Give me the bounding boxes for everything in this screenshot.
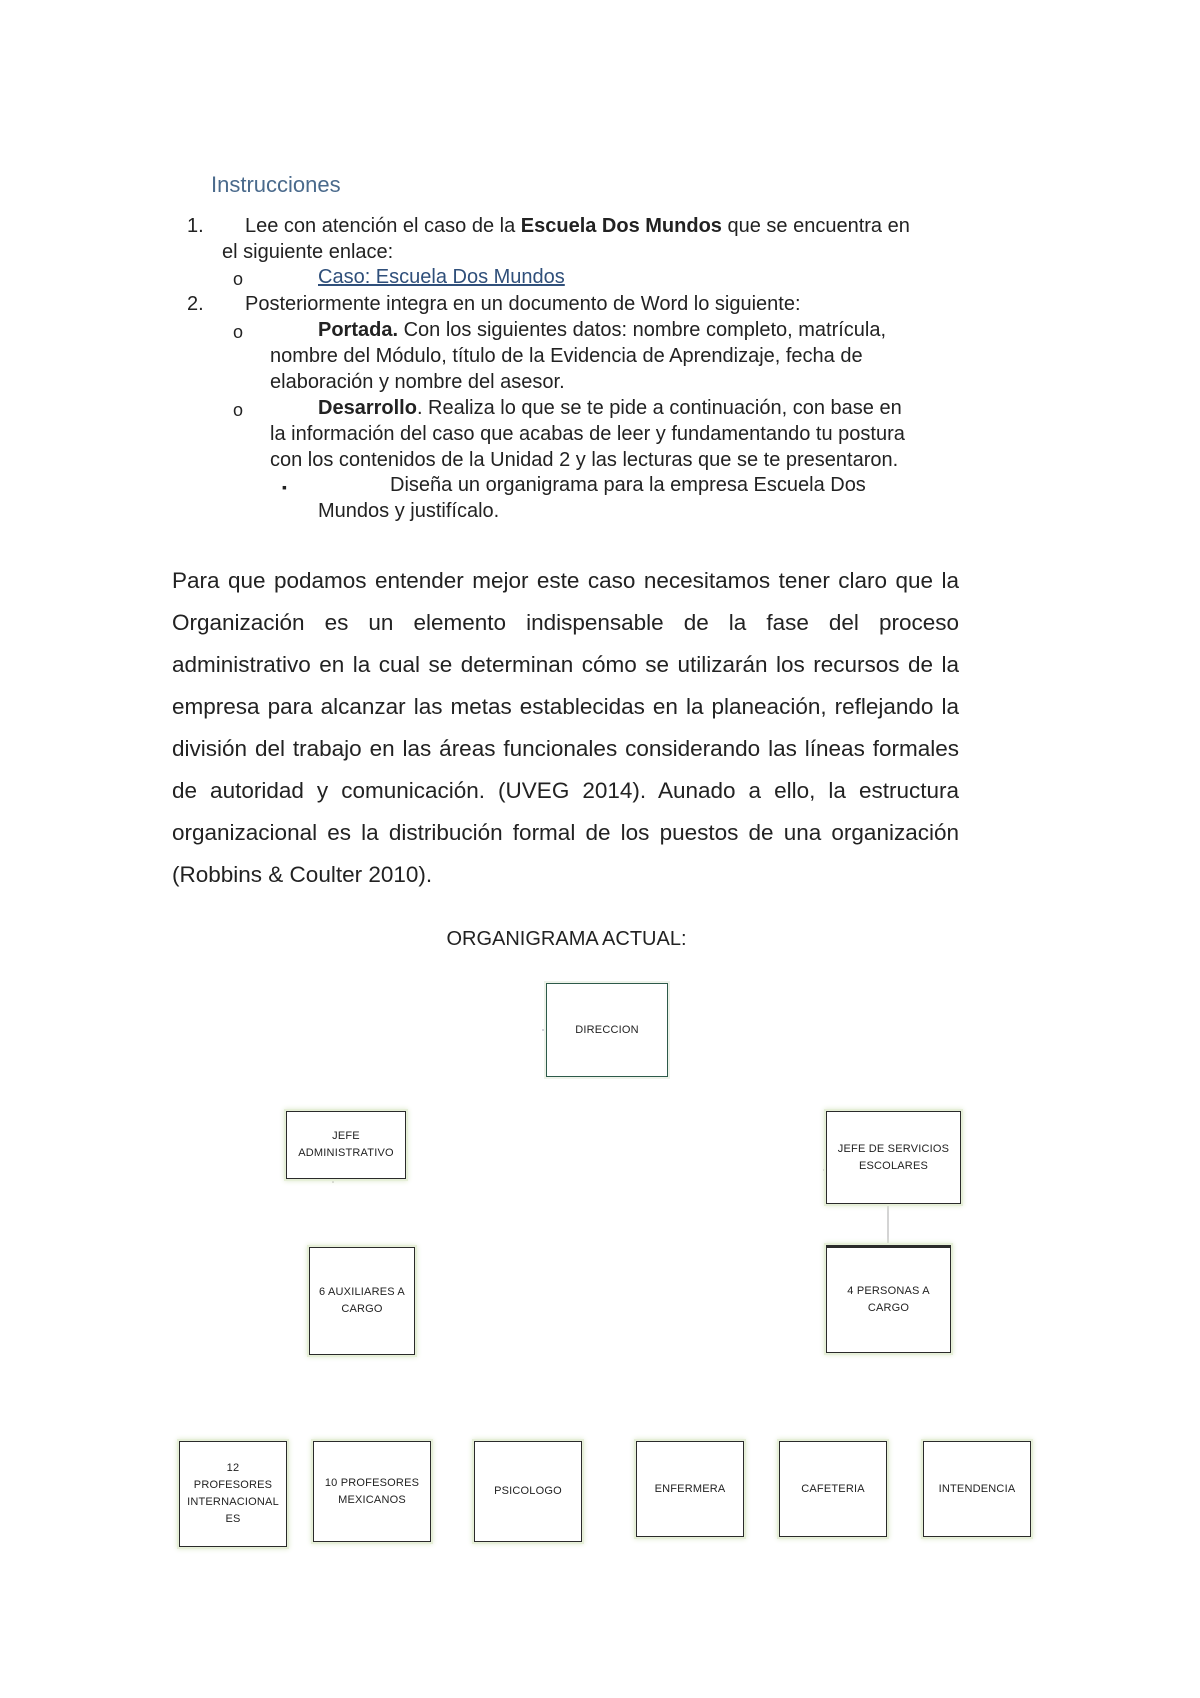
- item2-number: 2.: [187, 293, 204, 315]
- org-box-jefe-servicios: [826, 1111, 961, 1204]
- desarrollo-sub-bullet: ▪: [282, 479, 287, 495]
- org-box-profesores-mexicanos: [313, 1441, 431, 1542]
- orgchart-title: ORGANIGRAMA ACTUAL:: [446, 928, 687, 950]
- org-psicologo-label: PSICOLOGO: [494, 1485, 562, 1497]
- body-paragraph: Para que podamos entender mejor este caso necesitamos tener claro que la Organización es un elemento indispensable de la fase del proceso administrativo en la cual se determinan cómo se utilizarán los recursos de la empresa para alcanzar las metas establecidas en la planeación, reflejando la división del trabajo en las áreas funcionales considerando las líneas formales de autoridad y comunicación. (UVEG 2014). Aunado a ello, la estructura organizacional es la distribución formal de los puestos de una organización (Robbins & Coulter 2010).: [172, 568, 959, 887]
- item2-text: Posteriormente integra en un documento de Word lo siguiente:: [245, 293, 801, 315]
- org-mexicanos-line2: MEXICANOS: [338, 1493, 406, 1506]
- org-internacionales-line1: 12 PROFESORES: [193, 1462, 273, 1491]
- org-box-cafeteria: [779, 1441, 887, 1537]
- org-internacionales-line3: ES: [225, 1513, 241, 1525]
- desarrollo-sub-line1: Diseña un organigrama para la empresa Escuela Dos: [390, 474, 866, 496]
- org-box-personas: [826, 1245, 951, 1353]
- desarrollo-bullet: o: [233, 400, 244, 420]
- org-jefe-servicios-line1: JEFE DE SERVICIOS: [837, 1142, 950, 1155]
- org-box-auxiliares: [309, 1247, 415, 1355]
- org-direccion-label: DIRECCION: [575, 1023, 639, 1036]
- item1-bold: Escuela Dos Mundos: [520, 215, 722, 237]
- org-box-intendencia: [923, 1441, 1031, 1537]
- org-internacionales-line2: INTERNACIONAL: [187, 1496, 279, 1508]
- desarrollo-line2: la información del caso que acabas de leer y fundamentando tu postura: [270, 423, 905, 445]
- org-auxiliares-line2: CARGO: [341, 1303, 383, 1315]
- portada-text1: Con los siguientes datos: nombre completo, matrícula,: [398, 319, 887, 341]
- desarrollo-text1: . Realiza lo que se te pide a continuación, con base en: [416, 397, 902, 419]
- org-jefe-admin-line1: JEFE: [332, 1130, 360, 1142]
- instructions-heading: Instrucciones: [211, 172, 341, 197]
- portada-line3: elaboración y nombre del asesor.: [270, 371, 565, 393]
- org-box-enfermera: [636, 1441, 744, 1537]
- org-cafeteria-label: CAFETERIA: [801, 1482, 865, 1495]
- org-personas-line2: CARGO: [867, 1302, 910, 1314]
- item1-number: 1.: [187, 215, 204, 237]
- item1-text-before: Lee con atención el caso de la: [245, 215, 521, 237]
- org-box-direccion: [546, 983, 668, 1077]
- org-auxiliares-line1: 6 AUXILIARES A: [319, 1286, 405, 1298]
- org-mexicanos-line1: 10 PROFESORES: [324, 1476, 420, 1489]
- item1-text-after: que se encuentra en: [721, 215, 910, 237]
- org-box-profesores-internacionales: [179, 1441, 287, 1547]
- item1-sub-bullet: o: [233, 269, 244, 289]
- desarrollo-sub-line2: Mundos y justifícalo.: [318, 500, 500, 522]
- org-jefe-servicios-line2: ESCOLARES: [858, 1159, 929, 1172]
- portada-line2: nombre del Módulo, título de la Evidencia de Aprendizaje, fecha de: [270, 345, 863, 367]
- portada-bullet: o: [233, 322, 244, 342]
- org-box-psicologo: [474, 1441, 582, 1542]
- org-jefe-admin-line2: ADMINISTRATIVO: [298, 1147, 394, 1159]
- portada-bold: Portada.: [318, 319, 399, 341]
- org-box-jefe-administrativo: [286, 1111, 406, 1179]
- org-enfermera-label: ENFERMERA: [654, 1482, 726, 1495]
- org-intendencia-label: INTENDENCIA: [938, 1482, 1016, 1495]
- org-personas-line1: 4 PERSONAS A: [847, 1285, 930, 1297]
- case-link[interactable]: Caso: Escuela Dos Mundos: [318, 266, 565, 288]
- desarrollo-bold: Desarrollo: [318, 397, 417, 419]
- desarrollo-line3: con los contenidos de la Unidad 2 y las lecturas que se te presentaron.: [270, 449, 899, 471]
- item1-line2: el siguiente enlace:: [222, 241, 394, 263]
